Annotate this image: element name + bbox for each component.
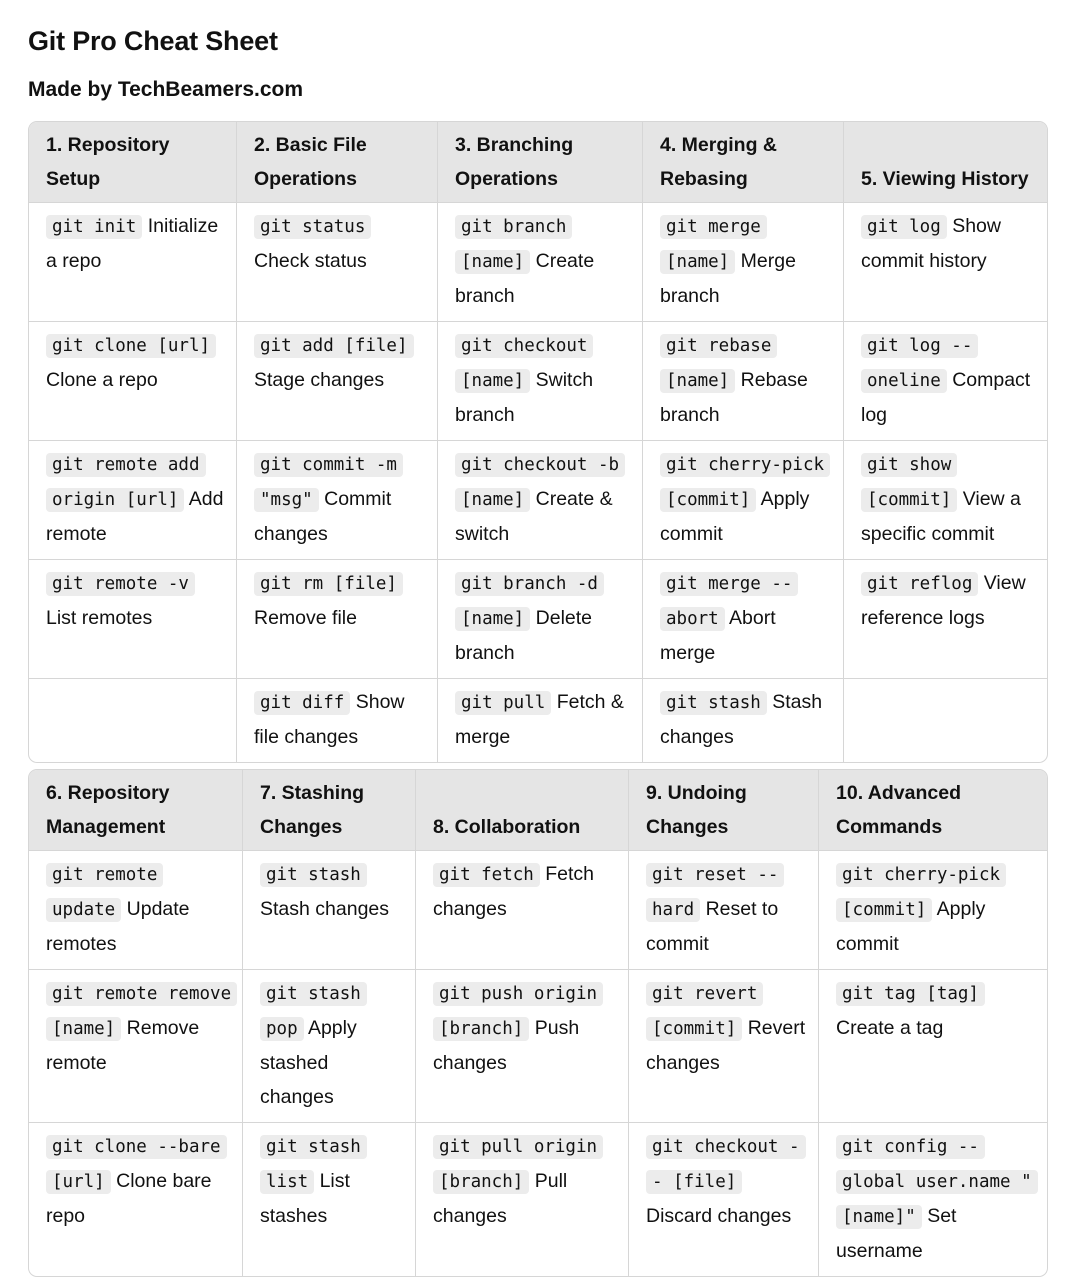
table-cell [643,441,844,560]
column-header: 1. Repository Setup [29,122,237,203]
table-header-row [29,122,1047,203]
command-code: git diff [254,691,350,715]
table-row [29,970,1047,1123]
command-description: Remove file [254,607,357,629]
command-code: git push origin [branch] [433,982,603,1041]
table-cell [29,851,243,970]
table-cell [237,679,438,762]
command-code: git remote add origin [url] [46,453,206,512]
command-code: git rebase [name] [660,334,777,393]
table-cell [643,679,844,762]
table-cell-empty [844,679,1047,762]
command-description: List stashes [260,1170,350,1227]
table-row [29,679,1047,762]
command-code: git checkout -- [file] [646,1135,806,1194]
command-code: git reflog [861,572,978,596]
table-cell [819,851,1047,970]
command-code: git checkout -b [name] [455,453,625,512]
table-row [29,203,1047,322]
command-code: git show [commit] [861,453,957,512]
table-cell [438,679,643,762]
command-description: Delete branch [455,607,593,664]
table-cell [237,322,438,441]
command-code: git remote -v [46,572,195,596]
table-cell [819,970,1047,1123]
table-cell [416,851,629,970]
command-code: git merge --abort [660,572,798,631]
table-cell [643,203,844,322]
table-cell [29,322,237,441]
command-code: git status [254,215,371,239]
table-cell [237,441,438,560]
table-cell [844,322,1047,441]
command-code: git merge [name] [660,215,767,274]
command-description: Apply stashed changes [260,1017,357,1108]
table-cell [237,560,438,679]
table-cell [438,203,643,322]
table-cell [643,322,844,441]
table-cell [819,1123,1047,1276]
command-code: git config --global user.name "[name]" [836,1135,1038,1229]
table-cell [243,970,416,1123]
page-subtitle: Made by TechBeamers.com [28,78,304,101]
table-cell [29,560,237,679]
command-code: git pull [455,691,551,715]
command-description: Set username [836,1205,957,1262]
table-cell [29,203,237,322]
command-description: Fetch changes [433,863,595,920]
command-code: git tag [tag] [836,982,985,1006]
command-description: View a specific commit [861,488,1021,545]
table-row [29,851,1047,970]
column-header: 8. Collaboration [416,770,629,851]
command-description: Clone bare repo [46,1170,212,1227]
command-code: git cherry-pick [commit] [660,453,830,512]
table-cell [629,1123,819,1276]
command-description: Rebase branch [660,369,808,426]
command-code: git cherry-pick [commit] [836,863,1006,922]
command-code: git checkout [name] [455,334,593,393]
column-header: 6. Repository Management [29,770,243,851]
table-cell [438,322,643,441]
command-code: git rm [file] [254,572,403,596]
command-description: Clone a repo [46,369,158,391]
command-code: git stash [660,691,767,715]
command-code: git remote remove [name] [46,982,237,1041]
command-code: git log [861,215,947,239]
column-header: 10. Advanced Commands [819,770,1047,851]
table-cell [844,560,1047,679]
command-code: git revert [commit] [646,982,763,1041]
command-description: Update remotes [46,898,190,955]
command-description: Stash changes [660,691,823,748]
command-description: Create & switch [455,488,613,545]
command-description: Add remote [46,488,224,545]
command-description: Discard changes [646,1205,792,1227]
command-description: Apply commit [660,488,810,545]
table-cell [243,1123,416,1276]
command-description: Abort merge [660,607,776,664]
column-header: 7. Stashing Changes [243,770,416,851]
command-description: Push changes [433,1017,580,1074]
table-cell [29,970,243,1123]
command-description: Show file changes [254,691,405,748]
command-description: Initialize a repo [46,215,219,272]
table-cell [844,441,1047,560]
command-code: git branch -d [name] [455,572,604,631]
command-code: git remote update [46,863,163,922]
command-description: Create a tag [836,1017,944,1039]
column-header: 9. Undoing Changes [629,770,819,851]
command-description: Fetch & merge [455,691,624,748]
table-row [29,441,1047,560]
table-header-row [29,770,1047,851]
table-cell [237,203,438,322]
table-cell [438,560,643,679]
table-cell [416,970,629,1123]
command-code: git clone --bare [url] [46,1135,227,1194]
command-description: Commit changes [254,488,392,545]
table-cell [629,970,819,1123]
column-header: 3. Branching Operations [438,122,643,203]
table-cell-empty [29,679,237,762]
command-description: Compact log [861,369,1031,426]
command-description: Create branch [455,250,595,307]
command-description: Stash changes [260,898,390,920]
table-cell [643,560,844,679]
command-description: View reference logs [861,572,1026,629]
page-title: Git Pro Cheat Sheet [28,26,278,56]
column-header: 4. Merging & Rebasing [643,122,844,203]
command-description: Revert changes [646,1017,806,1074]
command-code: git stash [260,863,367,887]
command-description: List remotes [46,607,153,629]
command-code: git pull origin [branch] [433,1135,603,1194]
command-code: git stash pop [260,982,367,1041]
table-cell [416,1123,629,1276]
table-row [29,1123,1047,1276]
command-code: git log --oneline [861,334,978,393]
command-description: Check status [254,250,367,272]
command-description: Merge branch [660,250,796,307]
command-code: git branch [name] [455,215,572,274]
command-code: git commit -m "msg" [254,453,403,512]
command-description: Remove remote [46,1017,200,1074]
column-header: 2. Basic File Operations [237,122,438,203]
command-description: Apply commit [836,898,986,955]
command-description: Stage changes [254,369,385,391]
command-code: git reset --hard [646,863,784,922]
command-description: Show commit history [861,215,1001,272]
command-code: git init [46,215,142,239]
command-code: git add [file] [254,334,414,358]
command-code: git stash list [260,1135,367,1194]
cheat-sheet-table-2 [28,769,1048,1277]
table-cell [29,1123,243,1276]
command-code: git clone [url] [46,334,216,358]
command-description: Reset to commit [646,898,779,955]
table-cell [844,203,1047,322]
table-cell [629,851,819,970]
table-cell [438,441,643,560]
table-cell [243,851,416,970]
column-header: 5. Viewing History [844,122,1047,203]
command-description: Pull changes [433,1170,568,1227]
command-description: Switch branch [455,369,594,426]
table-cell [29,441,237,560]
cheat-sheet-table-1 [28,121,1048,763]
command-code: git fetch [433,863,540,887]
table-row [29,560,1047,679]
table-row [29,322,1047,441]
